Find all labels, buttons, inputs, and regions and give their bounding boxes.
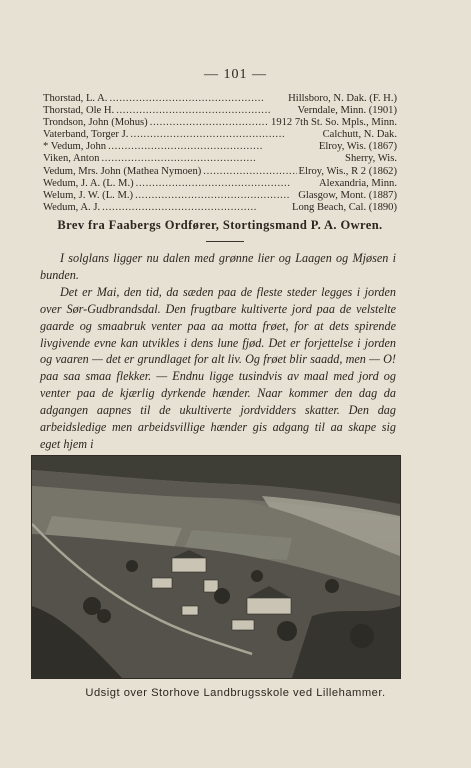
entry-address: Elroy, Wis., R 2 (1862) <box>298 165 397 177</box>
page-number: — 101 — <box>204 67 267 82</box>
directory-entry <box>43 153 397 165</box>
entry-address: Glasgow, Mont. (1887) <box>298 189 397 201</box>
directory-entry <box>43 117 397 129</box>
entry-name: Thorstad, L. A. <box>43 93 108 104</box>
dot-leader <box>108 141 317 153</box>
dot-leader <box>136 178 317 190</box>
dot-leader <box>135 190 296 202</box>
directory-entry <box>43 178 397 190</box>
entry-name: * Vedum, John <box>43 141 107 153</box>
entry-address: Long Beach, Cal. (1890) <box>291 201 397 213</box>
directory-entry <box>43 141 397 153</box>
letter-heading: Brev fra Faabergs Ordfører, Stortingsmand P. A. Owren. <box>57 218 383 232</box>
dot-leader <box>130 129 320 141</box>
entry-name: Trondson, John (Mohus) <box>43 117 148 129</box>
entry-address: Hillsboro, N. Dak. (F. H.) <box>288 93 397 104</box>
entry-name: Welum, J. W. (L. M.) <box>43 189 134 201</box>
photo-caption: Udsigt over Storhove Landbrugsskole ved Lillehammer. <box>85 687 386 699</box>
entry-address: Alexandria, Minn. <box>319 177 397 189</box>
directory-entry <box>43 105 397 117</box>
member-directory <box>43 93 397 214</box>
entry-address: Sherry, Wis. <box>345 153 397 165</box>
entry-name: Vaterband, Torger J. <box>43 129 129 141</box>
paragraph: I solglans ligger nu dalen med grønne lier og Laagen og Mjøsen i bunden. <box>40 251 396 282</box>
entry-address: Calchutt, N. Dak. <box>322 129 397 141</box>
entry-name: Wedum, J. A. (L. M.) <box>43 177 134 189</box>
directory-entry <box>43 190 397 202</box>
dot-leader <box>203 166 296 178</box>
dot-leader <box>102 202 290 214</box>
directory-entry <box>43 93 397 105</box>
entry-name: Wedum, A. J. <box>43 201 101 213</box>
landscape-photo <box>31 455 401 679</box>
entry-address: Verndale, Minn. (1901) <box>297 105 397 117</box>
letter-body <box>40 250 396 453</box>
dot-leader <box>101 153 343 165</box>
entry-address: 1912 7th St. So. Mpls., Minn. <box>271 117 397 129</box>
dot-leader <box>109 93 286 105</box>
directory-entry <box>43 202 397 214</box>
directory-entry <box>43 129 397 141</box>
entry-name: Viken, Anton <box>43 153 100 165</box>
dot-leader <box>116 105 295 117</box>
entry-name: Vedum, Mrs. John (Mathea Nymoen) <box>43 165 202 177</box>
entry-name: Thorstad, Ole H. <box>43 105 115 117</box>
entry-address: Elroy, Wis. (1867) <box>318 141 397 153</box>
paragraph: Det er Mai, den tid, da sæden paa de fleste steder legges i jorden over Sør-Gudbrandsdal. Den frugtbare kultiverte jord paa de velstelte gaarde og smaabruk venter paa aa motta frøet, for at dets spirende livgivende evne kan utvikles i dens lune fjød. Det er forjettelse i jorden og vaaren — det er grundlaget for alt liv. Og frøet blir saadd, men — O! paa saa smaa flekker. — Endnu ligge tusindvis av maal med jord og venter paa de kjærlig dyrkende hænder. Naar kommer den dag da adgangen aapnes til de ukultiverte jordvidders skatter. Den dag arbeidsledige men arbeidsvillige hænder gis adgang til aa skape sig eget hjem i <box>40 284 396 451</box>
dot-leader <box>150 117 269 129</box>
heading-divider <box>206 241 244 242</box>
directory-entry <box>43 166 397 178</box>
